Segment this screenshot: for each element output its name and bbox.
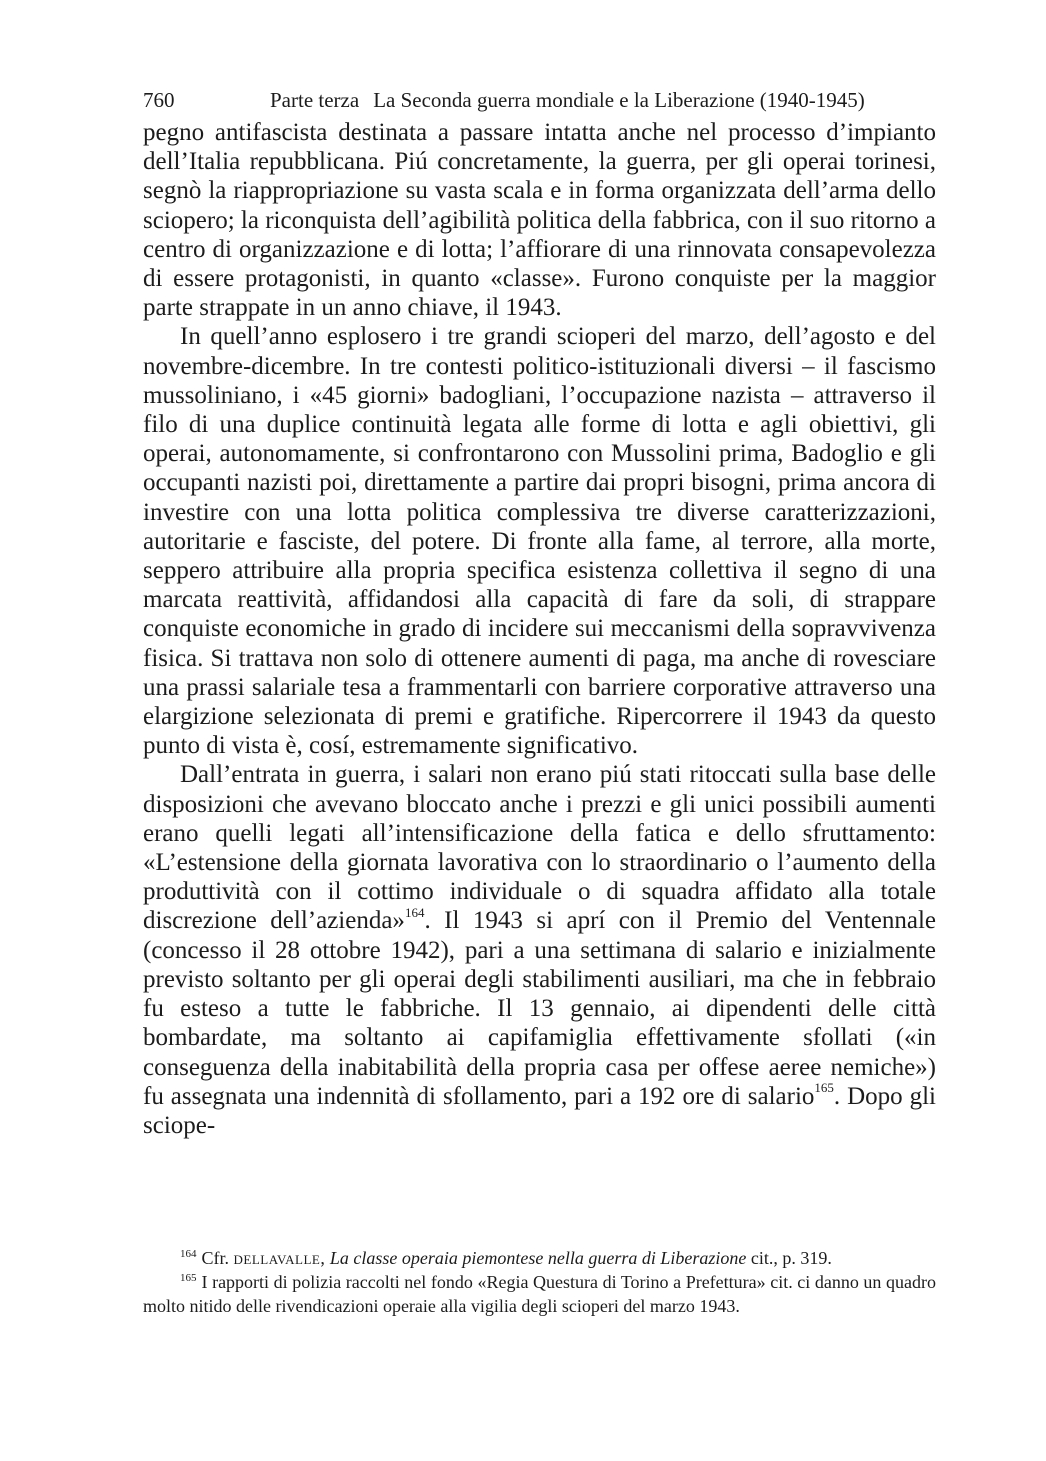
footnote-165-text: I rapporti di polizia raccolti nel fondo «Regia Questura di Torino a Prefettura» cit. ci danno un quadro molto nitido delle rivendicazioni operaie alla vigilia degli scioperi del marzo 1943. (143, 1272, 936, 1316)
footnote-number-164: 164 (180, 1248, 197, 1260)
footnote-165 (143, 1270, 936, 1318)
running-title (270, 82, 865, 118)
footnote-164-title: La classe operaia piemontese nella guerra di Liberazione (329, 1248, 747, 1268)
footnote-number-165: 165 (180, 1272, 197, 1284)
paragraph-3 (143, 760, 936, 1140)
paragraph-3-text-c: . Dopo gli sciope- (143, 1082, 937, 1139)
chapter-title: La Seconda guerra mondiale e la Liberazione (1940-1945) (373, 88, 865, 112)
body-text (143, 118, 936, 1140)
footnote-164 (143, 1246, 936, 1270)
paragraph-3-text-b: . Il 1943 si aprí con il Premio del Ventennale (concesso il 28 ottobre 1942), pari a una settimana di salario e inizialmente previsto soltanto per gli operai degli stabilimenti ausiliari, ma che in febbraio fu esteso a tutte le fabbriche. Il 13 gennaio, ai dipendenti delle città bombardate, ma soltanto ai capifamiglia effettivamente sfollati («in conseguenza della inabitabilità della propria casa per offese aeree nemiche») fu assegnata una indennità di sfollamento, pari a 192 ore di salario (143, 907, 936, 1110)
footnotes (143, 1246, 936, 1318)
page-number: 760 (143, 88, 175, 112)
paragraph-2: In quell’anno esplosero i tre grandi scioperi del marzo, dell’agosto e del novembre-dicembre. In tre contesti politico-istituzionali diversi – il fascismo mussoliniano, i «45 giorni» badogliani, l’occupazione nazista – attraverso il filo di una duplice continuità legata alle forme di lotta e agli obiettivi, gli operai, autonomamente, si confrontarono con Mussolini prima, Badoglio e gli occupanti nazisti poi, direttamente a partire dai propri bisogni, prima ancora di investire con una lotta politica complessiva tre diverse caratterizzazioni, autoritarie e fasciste, del potere. Di fronte alla fame, al terrore, alla morte, seppero attribuire alla propria specifica esistenza collettiva il segno di una marcata reattività, affidandosi alla capacità di fare da soli, di strappare conquiste economiche in grado di incidere sui meccanismi della sopravvivenza fisica. Si trattava non solo di ottenere aumenti di paga, ma anche di rovesciare una prassi salariale tesa a frammentarli con barriere corporative attraverso una elargizione selezionata di premi e gratifiche. Ripercorrere il 1943 da questo punto di vista è, cosí, estremamente significativo. (143, 323, 936, 760)
footnote-ref-164[interactable]: 164 (404, 905, 425, 921)
footnote-164-prefix: Cfr. (201, 1248, 230, 1268)
footnote-164-suffix: cit., p. 319. (750, 1248, 832, 1268)
paragraph-3-text-a: Dall’entrata in guerra, i salari non erano piú stati ritoccati sulla base delle disposizioni che avevano bloccato anche i prezzi e gli unici possibili aumenti erano quelli legati all’intensificazione della fatica e dello sfruttamento: «L’estensione della giornata lavorativa con lo straordinario o l’aumento della produttività con il cottimo individuale o di squadra affidato alla totale discrezione dell’azienda» (143, 761, 936, 935)
footnote-ref-165[interactable]: 165 (814, 1080, 834, 1096)
footnote-164-author: dellavalle, (233, 1248, 326, 1268)
part-label: Parte terza (270, 88, 360, 112)
paragraph-1: pegno antifascista destinata a passare intatta anche nel processo d’impianto dell’Italia repubblicana. Piú concretamente, la guerra, per gli operai torinesi, segnò la riappropriazione su vasta scala e in forma organizzata dell’arma dello sciopero; la riconquista dell’agibilità politica della fabbrica, con il suo ritorno a centro di organizzazione e di lotta; l’affiorare di una rinnovata consapevolezza di essere protagonisti, in quanto «classe». Furono conquiste per la maggior parte strappate in un anno chiave, il 1943. (143, 119, 936, 322)
running-head (143, 82, 936, 118)
page-content (143, 82, 936, 1140)
